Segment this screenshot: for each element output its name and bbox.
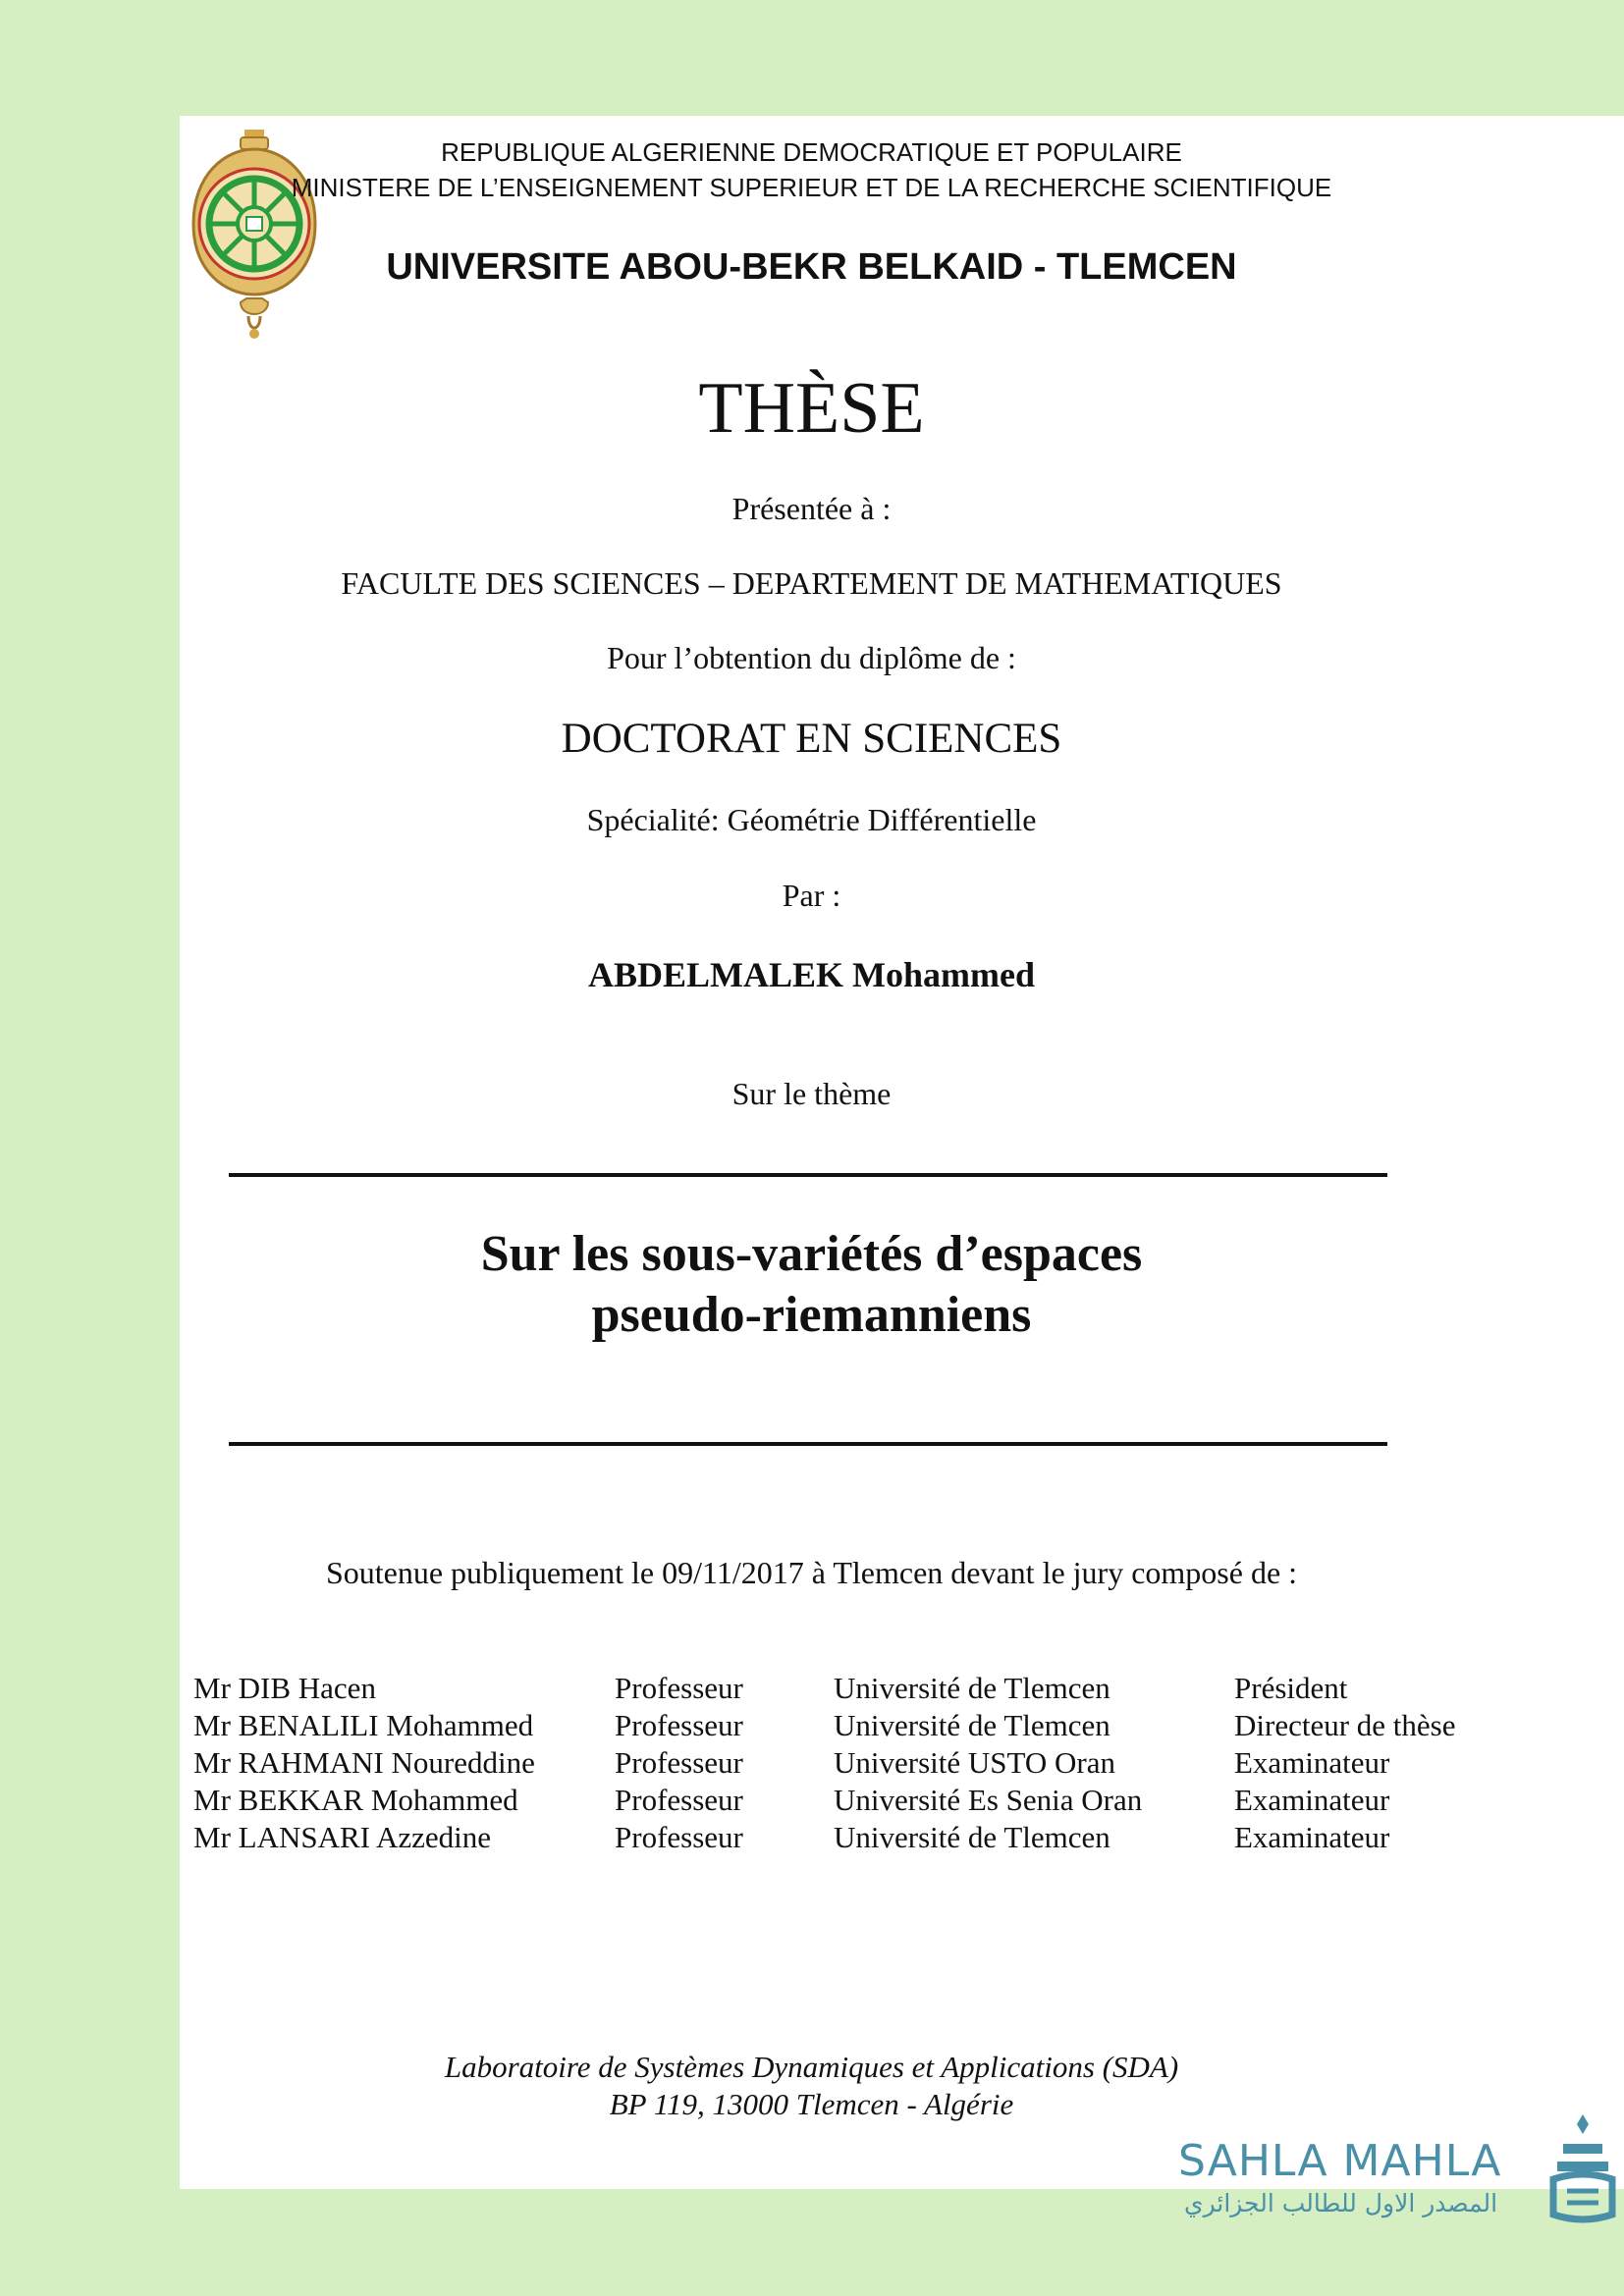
jury-member-name: Mr LANSARI Azzedine xyxy=(193,1820,492,1854)
jury-member-name: Mr DIB Hacen xyxy=(193,1671,376,1705)
faculty-line: FACULTE DES SCIENCES – DEPARTEMENT DE MATHEMATIQUES xyxy=(341,565,1282,601)
theme-label: Sur le thème xyxy=(731,1076,892,1111)
title-top-rule xyxy=(229,1173,1387,1177)
jury-member-role: Directeur de thèse xyxy=(1234,1708,1456,1742)
watermark-logo xyxy=(1178,2110,1624,2228)
thesis-title-line-1: Sur les sous-variétés d’espaces xyxy=(480,1226,1143,1282)
jury-member-name: Mr BENALILI Mohammed xyxy=(193,1708,534,1742)
jury-member-institution: Université USTO Oran xyxy=(834,1745,1115,1780)
jury-member-role: Examinateur xyxy=(1234,1783,1390,1817)
jury-member-role: Président xyxy=(1234,1671,1348,1705)
university-name: UNIVERSITE ABOU-BEKR BELKAID - TLEMCEN xyxy=(386,246,1237,288)
country-heading: REPUBLIQUE ALGERIENNE DEMOCRATIQUE ET POPULAIRE xyxy=(441,137,1182,167)
specialty-line: Spécialité: Géométrie Différentielle xyxy=(586,802,1037,837)
jury-member-rank: Professeur xyxy=(615,1671,743,1705)
jury-member-institution: Université de Tlemcen xyxy=(834,1671,1110,1705)
watermark-brand: SAHLA MAHLA xyxy=(1178,2136,1502,2186)
jury-member-role: Examinateur xyxy=(1234,1820,1390,1854)
author-name: ABDELMALEK Mohammed xyxy=(587,955,1035,994)
laboratory-name: Laboratoire de Systèmes Dynamiques et Applications (SDA) xyxy=(444,2050,1179,2084)
jury-member-institution: Université de Tlemcen xyxy=(834,1708,1110,1742)
jury-member-institution: Université Es Senia Oran xyxy=(834,1783,1143,1817)
calligraphy-icon xyxy=(1543,2110,1622,2226)
jury-member-rank: Professeur xyxy=(615,1783,743,1817)
watermark-tagline: المصدر الاول للطالب الجزائري xyxy=(1184,2189,1498,2217)
document-page xyxy=(180,116,1624,2189)
laboratory-address: BP 119, 13000 Tlemcen - Algérie xyxy=(609,2087,1014,2121)
jury-member-rank: Professeur xyxy=(615,1745,743,1780)
presented-to-label: Présentée à : xyxy=(731,491,892,526)
jury-member-role: Examinateur xyxy=(1234,1745,1390,1780)
obtention-label: Pour l’obtention du diplôme de : xyxy=(607,640,1016,675)
degree-title: DOCTORAT EN SCIENCES xyxy=(561,716,1062,762)
thesis-title-line-2: pseudo-riemanniens xyxy=(591,1287,1032,1343)
defense-statement: Soutenue publiquement le 09/11/2017 à Tlemcen devant le jury composé de : xyxy=(325,1555,1298,1590)
jury-member-rank: Professeur xyxy=(615,1820,743,1854)
ministry-heading: MINISTERE DE L’ENSEIGNEMENT SUPERIEUR ET DE LA RECHERCHE SCIENTIFIQUE xyxy=(291,173,1332,202)
jury-member-name: Mr RAHMANI Noureddine xyxy=(193,1745,535,1780)
title-bottom-rule xyxy=(229,1442,1387,1446)
by-label: Par : xyxy=(782,878,841,913)
jury-member-institution: Université de Tlemcen xyxy=(834,1820,1110,1854)
jury-member-rank: Professeur xyxy=(615,1708,743,1742)
document-type-title: THÈSE xyxy=(698,368,925,449)
jury-member-name: Mr BEKKAR Mohammed xyxy=(193,1783,518,1817)
